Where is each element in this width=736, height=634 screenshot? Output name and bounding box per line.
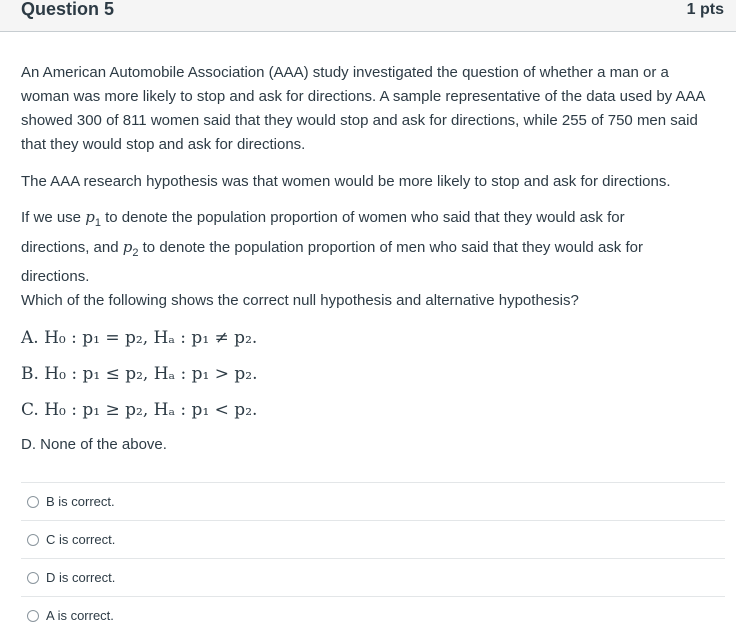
radio-icon[interactable] (27, 496, 39, 508)
question-prompt: Which of the following shows the correct null hypothesis and alternative hypothesis? (21, 292, 579, 309)
radio-icon[interactable] (27, 610, 39, 622)
option-a-math: A. H₀ : p₁ = p₂, Hₐ : p₁ ≠ p₂. (21, 328, 258, 348)
question-header (0, 0, 736, 32)
radio-icon[interactable] (27, 534, 39, 546)
option-d-text: D. None of the above. (21, 436, 167, 453)
answer-option-c[interactable] (21, 520, 725, 558)
notation-line-2: directions, and $p_2$ to denote the population proportion of men who said that they would ask for (21, 238, 643, 259)
option-c-math: C. H₀ : p₁ ≥ p₂, Hₐ : p₁ < p₂. (21, 400, 258, 420)
question-points: 1 pts (686, 1, 724, 18)
question-title: Question 5 (21, 0, 115, 19)
answer-label: C is correct. (46, 532, 116, 547)
answer-list (21, 482, 725, 634)
answer-option-b[interactable] (21, 482, 725, 520)
notation-line-1: If we use $p_1$ to denote the population proportion of women who said that they would ask for (21, 208, 625, 229)
option-b-math: B. H₀ : p₁ ≤ p₂, Hₐ : p₁ > p₂. (21, 364, 258, 384)
answer-label: B is correct. (46, 494, 115, 509)
answer-label: D is correct. (46, 570, 116, 585)
question-paragraph-intro: An American Automobile Association (AAA) study investigated the question of whether a man or a woman was more likely to stop and ask for directions. A sample representative of the data used by AAA showed 300 of 811 women said that they would stop and ask for directions, while 255 of 750 men said that they would stop and ask for directions. (21, 64, 705, 153)
answer-label: A is correct. (46, 608, 114, 623)
question-paragraph-hypothesis: The AAA research hypothesis was that women would be more likely to stop and ask for directions. (21, 173, 671, 190)
radio-icon[interactable] (27, 572, 39, 584)
notation-line-3: directions. (21, 268, 90, 285)
answer-option-a[interactable] (21, 596, 725, 634)
question-paragraph-notation (21, 205, 721, 289)
answer-option-d[interactable] (21, 558, 725, 596)
